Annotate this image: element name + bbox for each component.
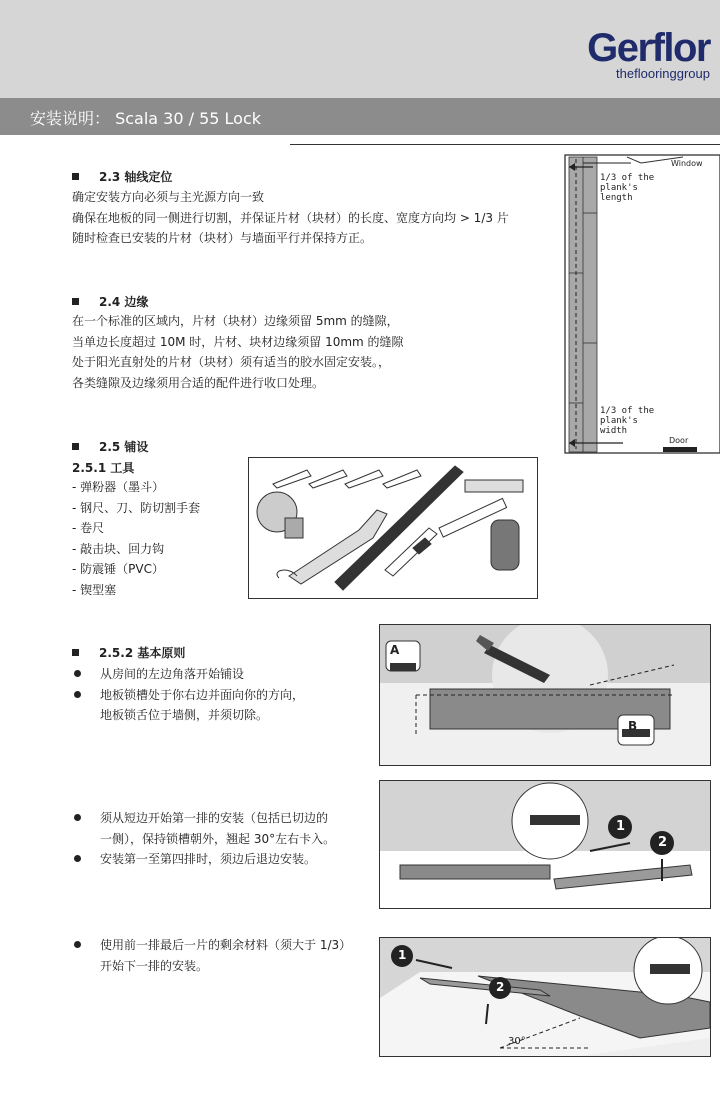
principles-list-1 — [100, 664, 370, 726]
round-bullet-icon — [74, 941, 81, 948]
section-2-4-heading: 2.4 边缘 — [72, 293, 148, 310]
window-label: Window — [671, 159, 703, 168]
list-item: 从房间的左边角落开始铺设 — [100, 664, 370, 685]
page-title: 安装说明： Scala 30 / 55 Lock — [30, 109, 262, 128]
round-bullet-icon — [74, 855, 81, 862]
label-a: A — [390, 643, 400, 657]
step-2-number: 2 — [658, 835, 668, 850]
list-item: - 卷尺 — [72, 521, 105, 535]
section-2-5-2-heading: 2.5.2 基本原则 — [72, 644, 185, 661]
tools-list — [72, 477, 200, 600]
step-1-number: 1 — [616, 819, 626, 834]
square-bullet-icon — [72, 443, 79, 450]
principles-list-2 — [100, 808, 370, 870]
header-band — [0, 0, 720, 98]
step-1-number: 1 — [398, 948, 407, 962]
title-bar — [0, 98, 720, 135]
list-item: 使用前一排最后一片的剩余材料（须大于 1/3） — [100, 935, 380, 956]
first-row-figure — [379, 780, 711, 909]
section-2-5-1-heading: 2.5.1 工具 — [72, 461, 135, 475]
square-bullet-icon — [72, 298, 79, 305]
angle-label: 30° — [508, 1036, 526, 1047]
top-rule — [290, 144, 720, 145]
list-item: - 锲型塞 — [72, 582, 117, 597]
gerflor-logo — [587, 28, 710, 81]
door-label: Door — [669, 436, 689, 445]
round-bullet-icon — [74, 814, 81, 821]
list-item-continued: 一侧），保持锁槽朝外，翘起 30°左右卡入。 — [100, 831, 336, 846]
list-item: 须从短边开始第一排的安装（包括已切边的 — [100, 808, 370, 829]
list-item-continued: 地板锁舌位于墙侧，并须切除。 — [100, 708, 269, 722]
step-2-number: 2 — [496, 980, 505, 994]
label-b: B — [628, 719, 638, 733]
section-2-4-body: 在一个标准的区域内，片材（块材）边缘须留 5mm 的缝隙， 当单边长度超过 10M 时，片材、块材边缘须留 10mm 的缝隙 处于阳光直射处的片材（块材）须有适当的胶水固定安装。， 各类缝隙及边缘须用合适的配件进行收口处理。 — [72, 314, 404, 390]
section-2-3-body: 确定安装方向必须与主光源方向一致 确保在地板的同一侧进行切割，并保证片材（块材）的长度、宽度方向均 > 1/3 片 随时检查已安装的片材（块材）与墙面平行并保持方正。 — [72, 190, 509, 245]
tools-illustration — [248, 457, 538, 599]
round-bullet-icon — [74, 691, 81, 698]
logo-tagline: theflooringgroup — [616, 66, 710, 81]
length-label: 1/3 of the plank's length — [600, 173, 655, 203]
room-layout-diagram — [563, 153, 720, 454]
round-bullet-icon — [74, 670, 81, 677]
logo-name: Gerflor — [587, 26, 710, 70]
list-item: 安装第一至第四排时，须边后退边安装。 — [100, 849, 370, 870]
list-item: - 钢尺、刀、防切割手套 — [72, 500, 201, 515]
list-item: - 弹粉器（墨斗） — [72, 480, 165, 494]
principles-list-3 — [100, 935, 380, 976]
section-2-3-heading: 2.3 轴线定位 — [72, 168, 172, 185]
width-label: 1/3 of the plank's width — [600, 406, 655, 436]
list-item: 地板锁槽处于你右边并面向你的方向， — [100, 685, 370, 706]
section-2-5-heading: 2.5 铺设 — [72, 438, 148, 455]
square-bullet-icon — [72, 649, 79, 656]
list-item: - 敲击块、回力钩 — [72, 541, 165, 556]
next-row-figure — [379, 937, 711, 1057]
list-item: - 防震锤（PVC） — [72, 562, 164, 576]
starting-corner-figure — [379, 624, 711, 766]
square-bullet-icon — [72, 173, 79, 180]
list-item-continued: 开始下一排的安装。 — [100, 958, 209, 973]
